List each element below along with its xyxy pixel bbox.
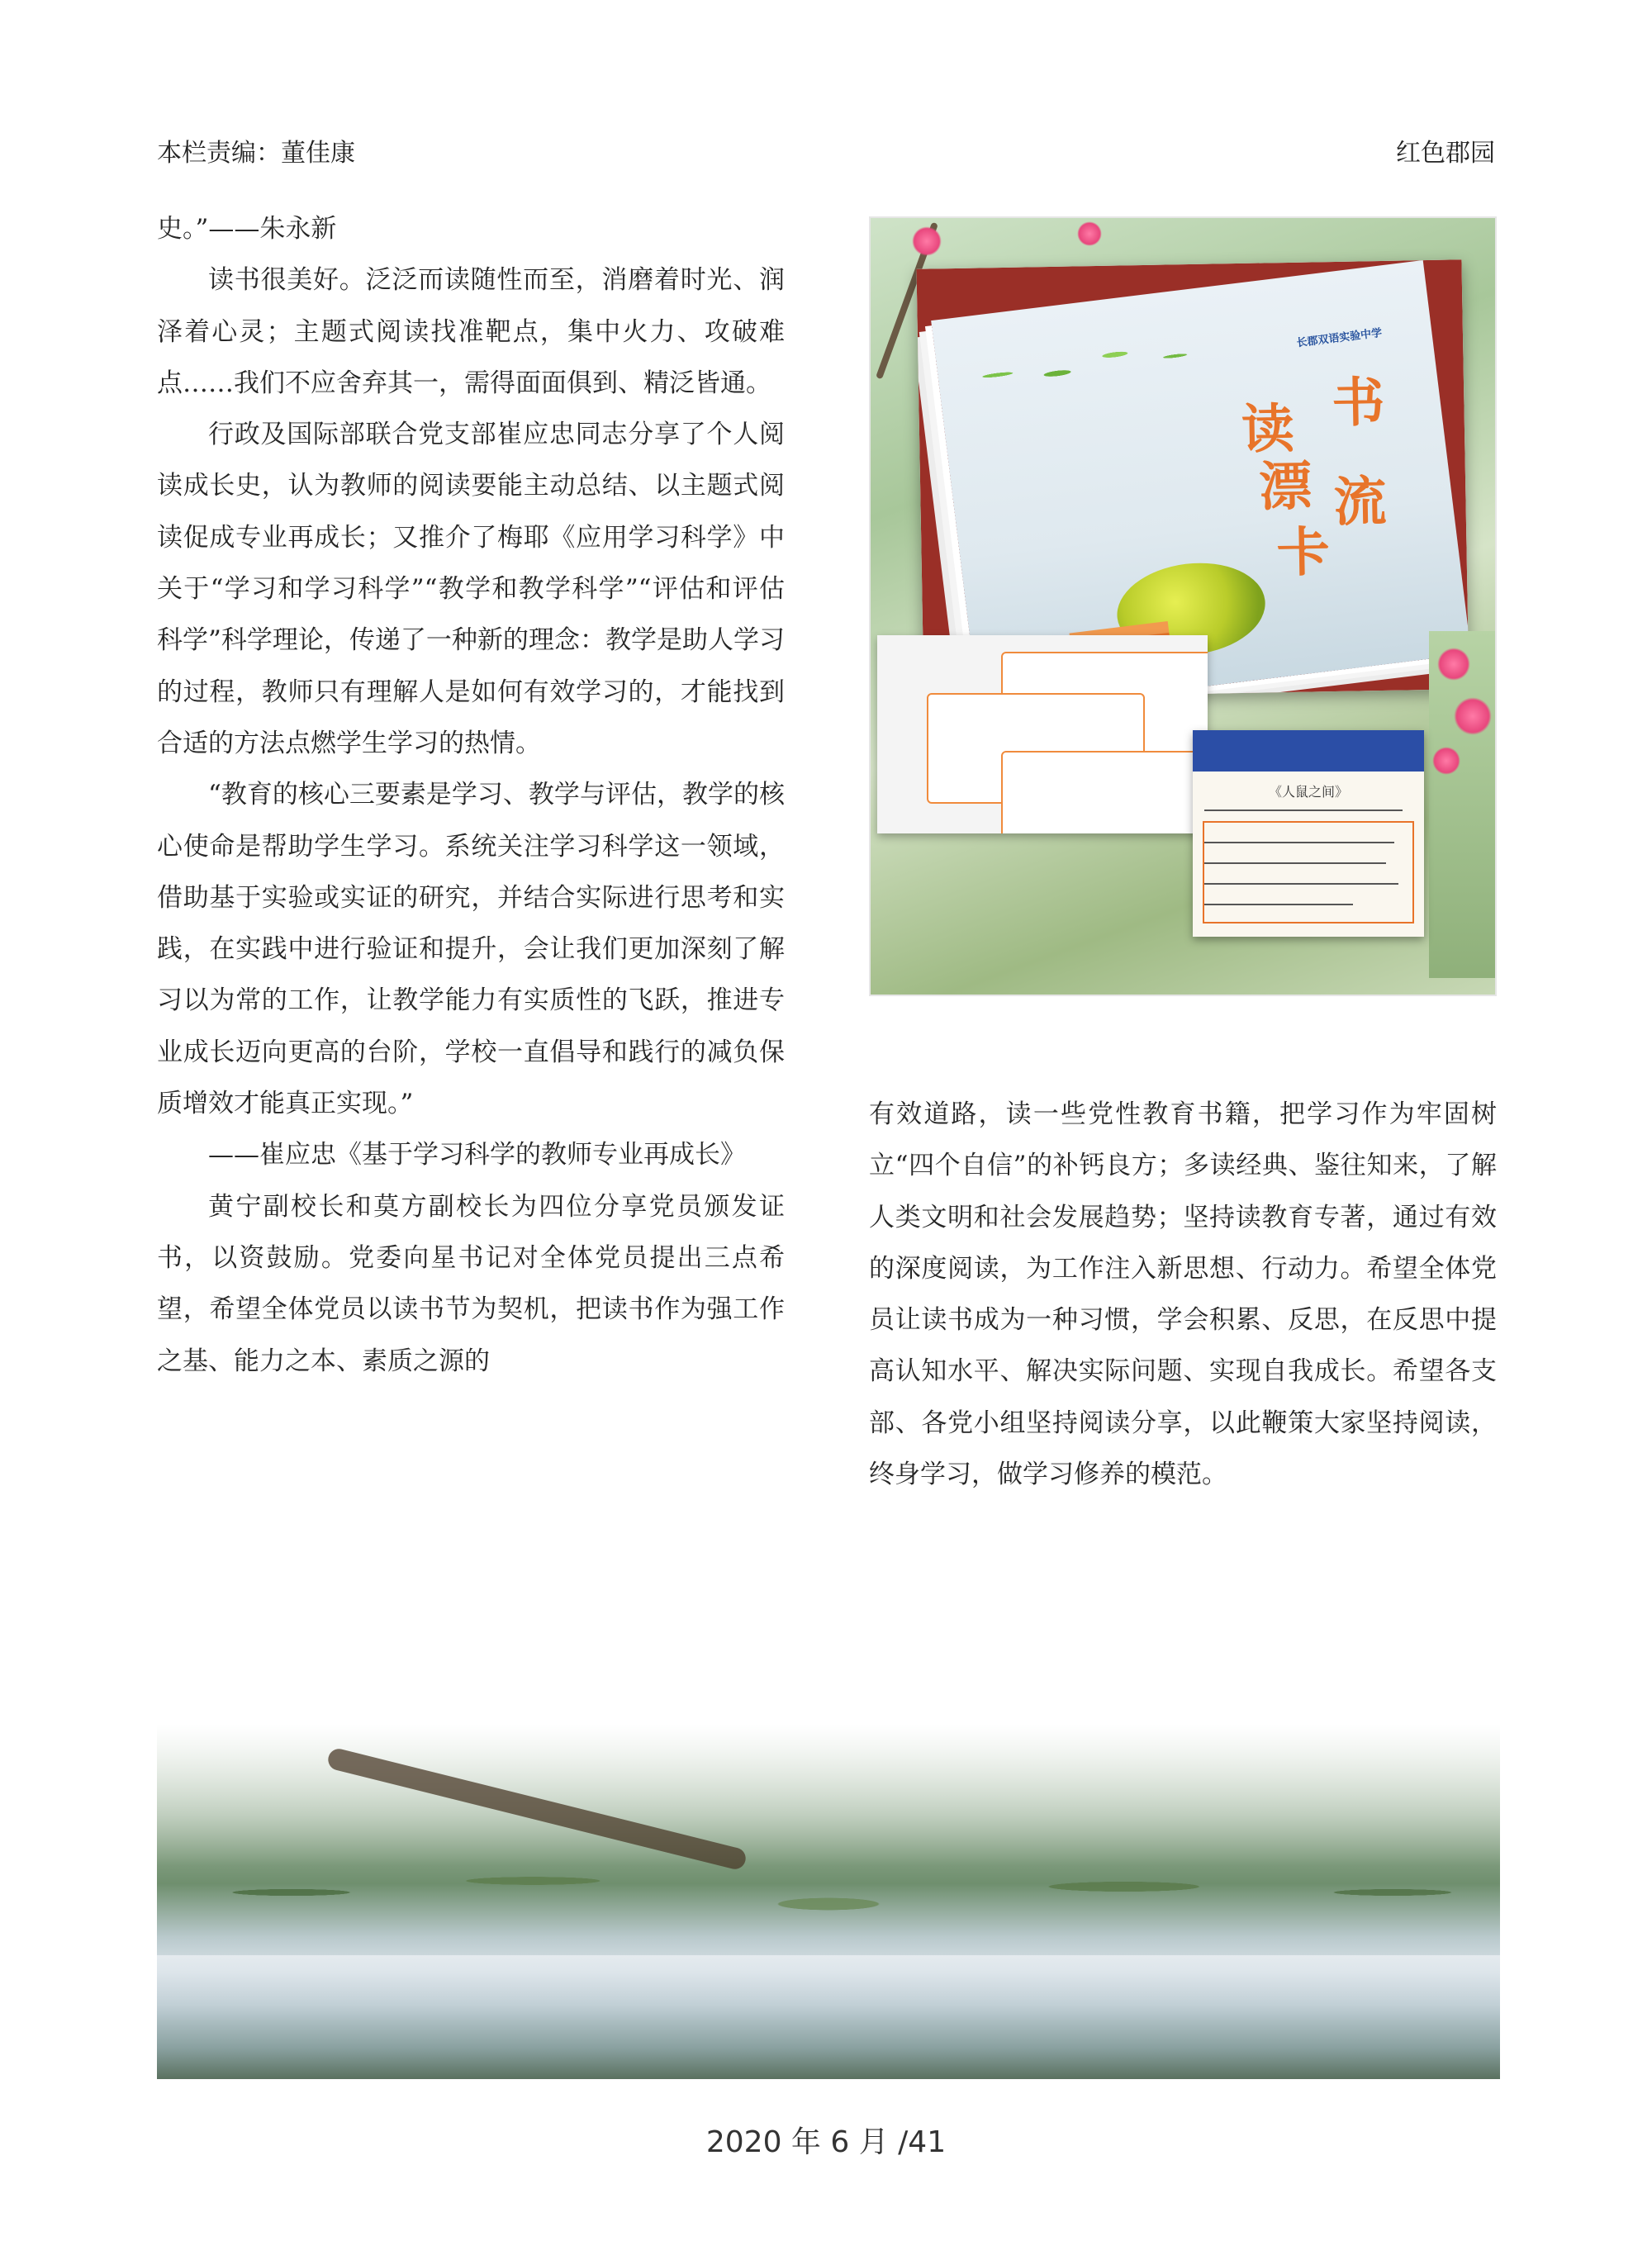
handwritten-card-photo	[1193, 730, 1424, 937]
blossom	[912, 226, 942, 256]
paragraph: 行政及国际部联合党支部崔应忠同志分享了个人阅读成长史，认为教师的阅读要能主动总结、以主题式阅读促成专业再成长；又推介了梅耶《应用学习科学》中关于“学习和学习科学”“教学和教学科学”“评估和评估科学”科学理论，传递了一种新的理念：教学是助人学习的过程，教师只有理解人是如何有效学习的，才能找到合适的方法点燃学生学习的热情。	[157, 420, 785, 758]
header-editor: 本栏责编：董佳康	[157, 139, 355, 168]
blossom-strip	[1429, 631, 1495, 978]
quote-paragraph: “教育的核心三要素是学习、教学与评估，教学的核心使命是帮助学生学习。系统关注学习科学这一领域，借助基于实验或实证的研究，并结合实际进行思考和实践，在实践中进行验证和提升，会让我们更加深刻了解习以为常的工作，让教学能力有实质性的飞跃，推进专业成长迈向更高的台阶，学校一直倡导和践行的减负保质增效才能真正实现。”	[157, 780, 785, 1119]
school-name: 长郡双语实验中学	[1295, 326, 1383, 350]
card-title: 读 书 漂 流 卡	[1241, 371, 1388, 585]
paragraph: 读书很美好。泛泛而读随性而至，消磨着时光、润泽着心灵；主题式阅读找准靶点，集中火力、攻破难点……我们不应舍弃其一，需得面面俱到、精泛皆通。	[157, 265, 785, 398]
blank-forms-photo	[877, 635, 1208, 833]
reading-card-photo	[869, 216, 1497, 996]
header-section: 红色郡园	[1396, 139, 1495, 168]
paragraph: 黄宁副校长和莫方副校长为四位分享党员颁发证书，以资鼓励。党委向星书记对全体党员提出三点希望，希望全体党员以读书节为契机，把读书作为强工作之基、能力之本、素质之源的	[157, 1191, 785, 1376]
right-column	[869, 1089, 1497, 1500]
drift-card-stack	[917, 259, 1469, 698]
paragraph: 有效道路，读一些党性教育书籍，把学习作为牢固树立“四个自信”的补钙良方；多读经典、鉴往知来，了解人类文明和社会发展趋势；坚持读教育专著，通过有效的深度阅读，为工作注入新思想、行动力。希望全体党员让读书成为一种习惯，学会积累、反思，在反思中提高认知水平、解决实际问题、实现自我成长。希望各支部、各党小组坚持阅读分享，以此鞭策大家坚持阅读，终身学习，做学习修养的模范。	[869, 1099, 1497, 1490]
note-heading: 《人鼠之间》	[1268, 784, 1348, 800]
lake-landscape-image	[157, 1724, 1500, 2079]
paragraph: 史。”——朱永新	[157, 214, 337, 244]
page-footer: 2020 年 6 月 /41	[705, 2125, 947, 2159]
left-column	[157, 203, 785, 1387]
leaves-illustration	[935, 317, 1237, 411]
blossom	[1077, 221, 1102, 246]
quote-attribution: ——崔应忠《基于学习科学的教师专业再成长》	[208, 1140, 746, 1170]
